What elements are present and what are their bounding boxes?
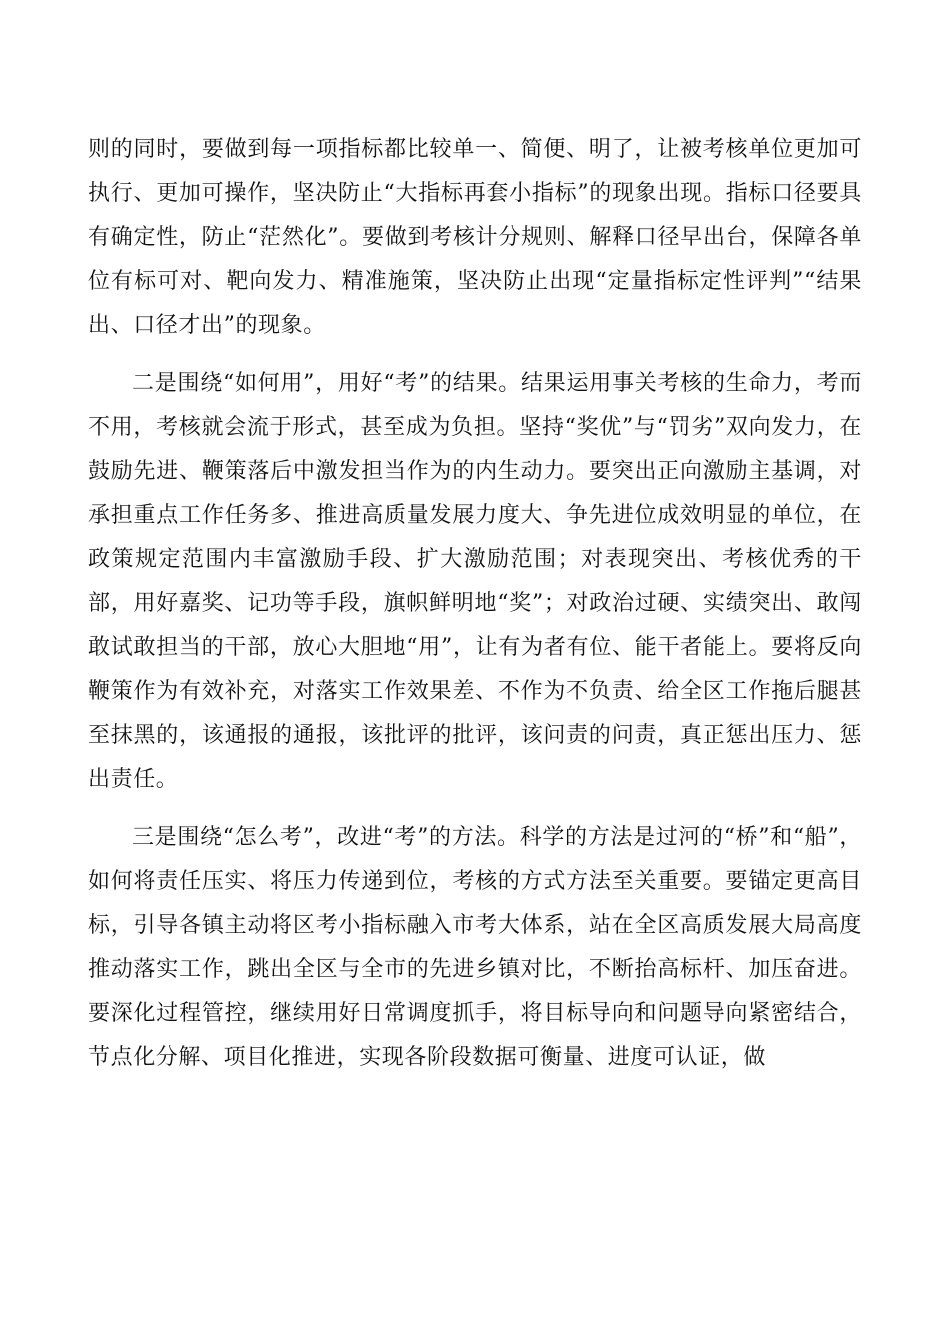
document-body (88, 128, 862, 1094)
paragraph-continuation: 则的同时，要做到每一项指标都比较单一、简便、明了，让被考核单位更加可执行、更加可操作，坚决防止“大指标再套小指标”的现象出现。指标口径要具有确定性，防止“茫然化”。要做到考核计分规则、解释口径早出台，保障各单位有标可对、靶向发力、精准施策，坚决防止出现“定量指标定性评判”“结果出、口径才出”的现象。 (88, 137, 862, 338)
paragraph-how-to-assess: 三是围绕“怎么考”，改进“考”的方法。科学的方法是过河的“桥”和“船”，如何将责任压实、将压力传递到位，考核的方式方法至关重要。要锚定更高目标，引导各镇主动将区考小指标融入市考大体系，站在全区高质发展大局高度推动落实工作，跳出全区与全市的先进乡镇对比，不断抬高标杆、加压奋进。要深化过程管控，继续用好日常调度抓手，将目标导向和问题导向紧密结合，节点化分解、项目化推进，实现各阶段数据可衡量、进度可认证，做 (88, 825, 862, 1070)
paragraph-how-to-use: 二是围绕“如何用”，用好“考”的结果。结果运用事关考核的生命力，考而不用，考核就会流于形式，甚至成为负担。坚持“奖优”与“罚劣”双向发力，在鼓励先进、鞭策落后中激发担当作为的内生动力。要突出正向激励主基调，对承担重点工作任务多、推进高质量发展力度大、争先进位成效明显的单位，在政策规定范围内丰富激励手段、扩大激励范围；对表现突出、考核优秀的干部，用好嘉奖、记功等手段，旗帜鲜明地“奖”；对政治过硬、实绩突出、敢闯敢试敢担当的干部，放心大胆地“用”，让有为者有位、能干者能上。要将反向鞭策作为有效补充，对落实工作效果差、不作为不负责、给全区工作拖后腿甚至抹黑的，该通报的通报，该批评的批评，该问责的问责，真正惩出压力、惩出责任。 (88, 371, 862, 792)
